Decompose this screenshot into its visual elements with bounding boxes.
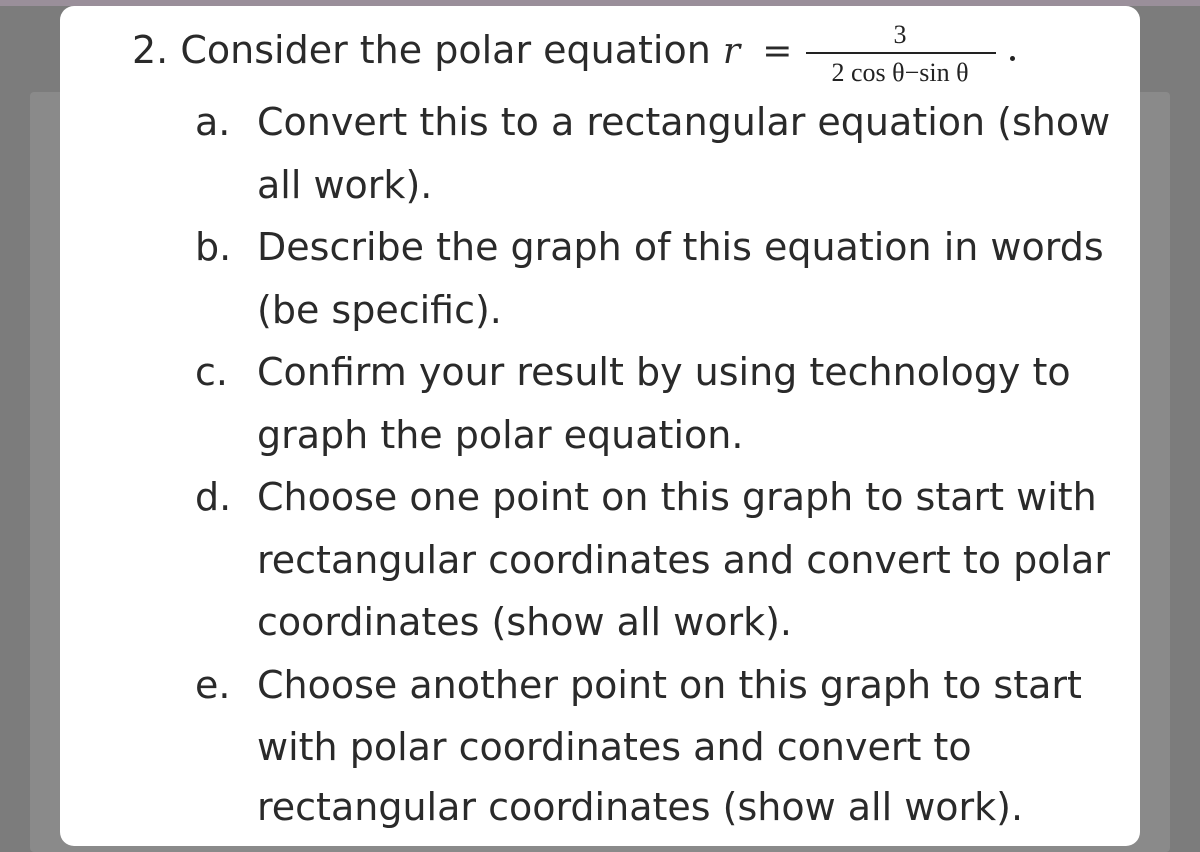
part-b-text-1: Describe the graph of this equation in words [257,225,1104,269]
part-b-line-1 [195,225,1104,269]
math-variable-r: r [722,31,741,72]
part-a-line-1 [195,100,1110,144]
polar-fraction [800,20,1000,100]
fraction-denominator: 2 cos θ−sin θ [831,58,969,87]
part-b-letter: b. [195,225,232,269]
question-line [132,28,792,74]
part-d-line-2: rectangular coordinates and convert to polar [257,538,1110,582]
question-number: 2. [132,28,169,72]
fraction-bar [806,52,996,54]
fraction-numerator: 3 [893,20,907,49]
question-intro: Consider the polar equation [180,28,711,72]
part-e-letter: e. [195,663,231,707]
part-c-letter: c. [195,350,228,394]
part-d-text-1: Choose one point on this graph to start with [257,475,1097,519]
part-d-line-3: coordinates (show all work). [257,600,793,644]
part-e-line-3: rectangular coordinates (show all work). [257,785,1024,829]
part-e-line-2: with polar coordinates and convert to [257,725,972,769]
part-a-letter: a. [195,100,231,144]
math-equals: = [762,31,793,72]
part-a-text-1: Convert this to a rectangular equation (show [257,100,1111,144]
fraction-trailing-period [1010,56,1015,61]
part-c-line-1 [195,350,1071,394]
part-a-line-2: all work). [257,163,433,207]
question-card [60,6,1140,846]
part-c-line-2: graph the polar equation. [257,413,744,457]
part-d-letter: d. [195,475,232,519]
part-e-text-1: Choose another point on this graph to start [257,663,1082,707]
part-c-text-1: Confirm your result by using technology to [257,350,1071,394]
part-e-line-1 [195,663,1082,707]
part-b-line-2: (be specific). [257,288,502,332]
part-d-line-1 [195,475,1097,519]
